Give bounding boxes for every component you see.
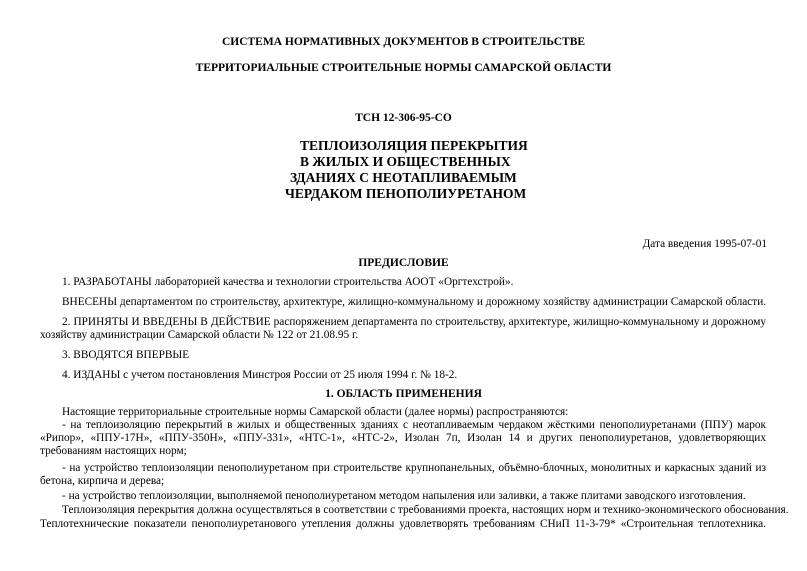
section-paragraph-5: Теплоизоляция перекрытия должна осуществляться в соответствии с требованиями проекта, настоящих норм и технико-экономического обоснования. bbox=[62, 504, 789, 516]
section-heading: 1. ОБЛАСТЬ ПРИМЕНЕНИЯ bbox=[325, 388, 482, 400]
title-line-4: ЧЕРДАКОМ ПЕНОПОЛИУРЕТАНОМ bbox=[285, 186, 527, 201]
intro-date: Дата введения 1995-07-01 bbox=[642, 238, 767, 250]
section-paragraph-1: Настоящие территориальные строительные нормы Самарской области (далее нормы) распространяются: bbox=[62, 406, 569, 418]
system-header: СИСТЕМА НОРМАТИВНЫХ ДОКУМЕНТОВ В СТРОИТЕЛЬСТВЕ bbox=[221, 36, 586, 48]
region-header: ТЕРРИТОРИАЛЬНЫЕ СТРОИТЕЛЬНЫЕ НОРМЫ САМАРСКОЙ ОБЛАСТИ bbox=[195, 62, 612, 74]
section-paragraph-3: - на устройство теплоизоляции пенополиуретаном при строительстве крупнопанельных, объёмно-блочных, монолитных и каркасных зданий из бетона, кирпича и дерева; bbox=[40, 462, 766, 488]
preface-item-2: ВНЕСЕНЫ департаментом по строительству, архитектуре, жилищно-коммунальному и дорожному хозяйству администрации Самарской области. bbox=[62, 296, 767, 308]
section-paragraph-4: - на устройство теплоизоляции, выполняемой пенополиуретаном методом напыления или заливки, а также плитами заводского изготовления. bbox=[62, 490, 746, 502]
title-line-2: В ЖИЛЫХ И ОБЩЕСТВЕННЫХ bbox=[300, 154, 511, 169]
title-line-3: ЗДАНИЯХ С НЕОТАПЛИВАЕМЫМ bbox=[290, 170, 517, 185]
document-code: ТСН 12-306-95-СО bbox=[355, 112, 452, 124]
preface-item-1: 1. РАЗРАБОТАНЫ лабораторией качества и технологии строительства АООТ «Оргтехстрой». bbox=[62, 276, 514, 288]
section-paragraph-6: Теплотехнические показатели пенополиуретанового утепления должны удовлетворять требованиям СНиП 11-3-79* «Строительная теплотехника. bbox=[40, 518, 766, 530]
preface-item-4: 3. ВВОДЯТСЯ ВПЕРВЫЕ bbox=[62, 349, 190, 361]
section-paragraph-2: - на теплоизоляцию перекрытий в жилых и общественных зданиях с неотапливаемым чердаком жёсткими пенополиуретанами (ППУ) марок «Рипор», «ППУ-17Н», «ППУ-350Н», «ППУ-331», «НТС-1», «НТС-2», Изолан 7п, Изолан 14 и других пенополиуретанов, удовлетворяющих требованиям настоящих норм; bbox=[40, 419, 766, 458]
preface-item-3: 2. ПРИНЯТЫ И ВВЕДЕНЫ В ДЕЙСТВИЕ распоряжением департамента по строительству, архитектуре, жилищно-коммунальному и дорожному хозяйству администрации Самарской области № 122 от 21.08.95 г. bbox=[40, 316, 766, 342]
title-line-1: ТЕПЛОИЗОЛЯЦИЯ ПЕРЕКРЫТИЯ bbox=[300, 138, 528, 153]
preface-item-5: 4. ИЗДАНЫ с учетом постановления Минстроя России от 25 июля 1994 г. № 18-2. bbox=[62, 369, 458, 381]
preface-heading: ПРЕДИСЛОВИЕ bbox=[358, 257, 449, 269]
